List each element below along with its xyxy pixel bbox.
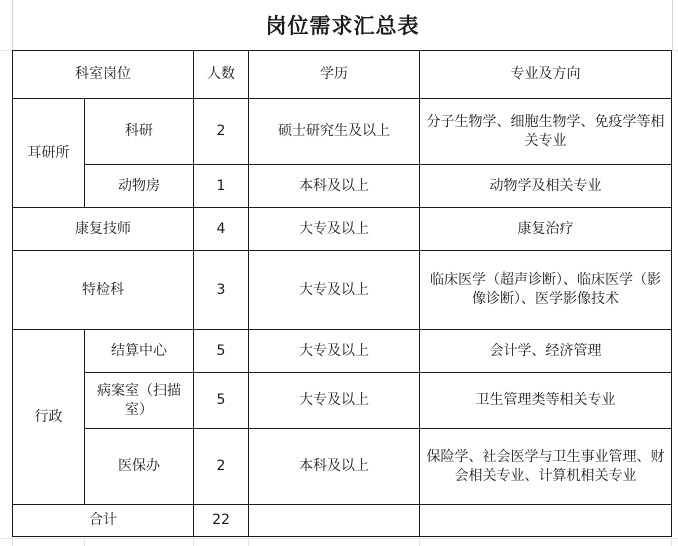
total-count: 22 — [194, 505, 249, 537]
header-major: 专业及方向 — [420, 51, 672, 99]
row-count: 5 — [194, 373, 249, 429]
table-row — [13, 429, 672, 505]
row-dept: 病案室（扫描室） — [85, 373, 194, 429]
row-dept: 动物房 — [85, 165, 194, 208]
table-row — [13, 251, 672, 330]
row-education: 硕士研究生及以上 — [249, 99, 420, 165]
row-count: 2 — [194, 99, 249, 165]
group-admin: 行政 — [13, 330, 85, 505]
row-count: 2 — [194, 429, 249, 505]
row-dept: 科研 — [85, 99, 194, 165]
header-count: 人数 — [194, 51, 249, 99]
total-label: 合计 — [13, 505, 194, 537]
row-education: 本科及以上 — [249, 429, 420, 505]
total-major — [420, 505, 672, 537]
row-count: 4 — [194, 208, 249, 251]
total-education — [249, 505, 420, 537]
row-count: 5 — [194, 330, 249, 373]
row-education: 大专及以上 — [249, 330, 420, 373]
row-dept: 医保办 — [85, 429, 194, 505]
table-row — [13, 165, 672, 208]
table-row — [13, 99, 672, 165]
group-ear-institute: 耳研所 — [13, 99, 85, 208]
row-dept: 康复技师 — [13, 208, 194, 251]
header-row — [13, 51, 672, 99]
row-major: 保险学、社会医学与卫生事业管理、财会相关专业、计算机相关专业 — [420, 429, 672, 505]
row-major: 会计学、经济管理 — [420, 330, 672, 373]
header-dept: 科室岗位 — [13, 51, 194, 99]
row-major: 分子生物学、细胞生物学、免疫学等相关专业 — [420, 99, 672, 165]
row-major: 康复治疗 — [420, 208, 672, 251]
row-major: 卫生管理类等相关专业 — [420, 373, 672, 429]
requirements-table — [12, 50, 672, 537]
row-dept: 结算中心 — [85, 330, 194, 373]
total-row — [13, 505, 672, 537]
row-education: 本科及以上 — [249, 165, 420, 208]
row-dept: 特检科 — [13, 251, 194, 330]
row-major: 动物学及相关专业 — [420, 165, 672, 208]
table-row — [13, 330, 672, 373]
row-education: 大专及以上 — [249, 251, 420, 330]
row-education: 大专及以上 — [249, 208, 420, 251]
table-row — [13, 208, 672, 251]
page-title: 岗位需求汇总表 — [12, 0, 673, 50]
row-education: 大专及以上 — [249, 373, 420, 429]
row-count: 1 — [194, 165, 249, 208]
header-education: 学历 — [249, 51, 420, 99]
row-count: 3 — [194, 251, 249, 330]
row-major: 临床医学（超声诊断）、临床医学（影像诊断）、医学影像技术 — [420, 251, 672, 330]
table-row — [13, 373, 672, 429]
